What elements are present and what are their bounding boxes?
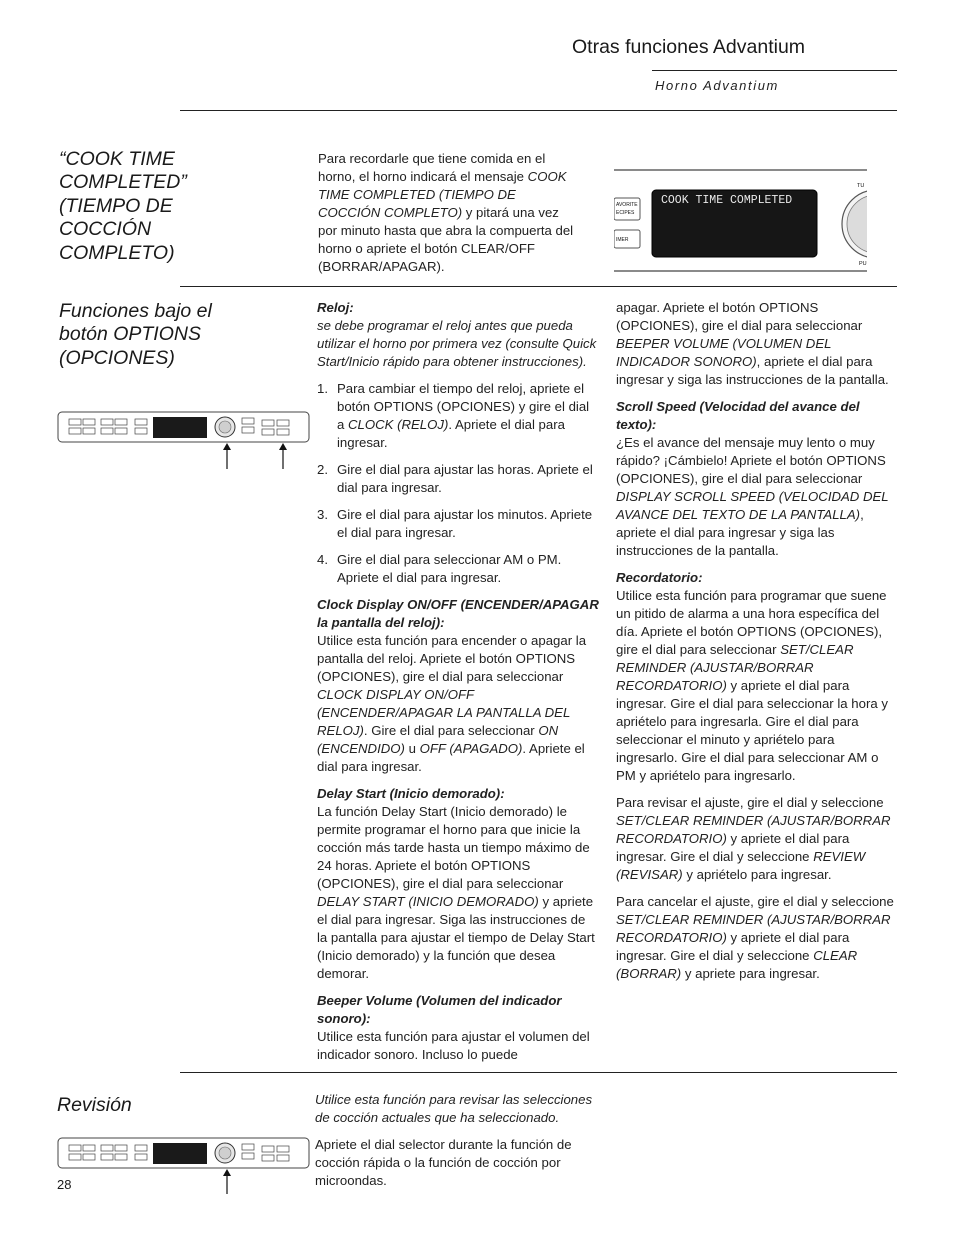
svg-text:ECIPES: ECIPES <box>616 210 635 216</box>
control-panel-illustration <box>57 408 310 470</box>
svg-text:IMER: IMER <box>616 237 629 243</box>
oven-display-illustration <box>614 168 867 273</box>
control-panel-illustration <box>57 1134 310 1196</box>
svg-text:PU: PU <box>859 261 867 267</box>
list-item: 1. Para cambiar el tiempo del reloj, apriete el botón OPTIONS (OPCIONES) y gire el dial a CLOCK (RELOJ). Apriete el dial para ingresar. <box>317 381 590 450</box>
list-item: 3. Gire el dial para ajustar los minutos. Apriete el dial para ingresar. <box>317 507 593 540</box>
section-divider <box>180 1072 897 1073</box>
options-column-2: apagar. Apriete el botón OPTIONS (OPCIONES), gire el dial para seleccionar BEEPER VOLUME (VOLUMEN DEL INDICADOR SONORO), apriete el dial para ingresar y siga las instrucciones de la pantalla. Scroll Speed (Velocidad del avance del texto): ¿Es el avance del mensaje muy lento o muy rápido? ¡Cámbielo! Apriete el botón OPTIONS (OPCIONES), gire el dial para seleccionar DISPLAY SCROLL SPEED (VELOCIDAD DEL AVANCE DEL TEXTO DE LA PANTALLA), apriete el dial para ingresar y siga las instrucciones de la pantalla. Recordatorio: Utilice esta función para programar que suene un pitido de alarma a una hora específica del día. Apriete el botón OPTIONS (OPCIONES), gire el dial para seleccionar SET/CLEAR REMINDER (AJUSTAR/BORRAR RECORDATORIO) y apriete el dial para ingresar. Gire el dial para seleccionar la hora y apriételo para ingresarla. Gire el dial para seleccionar el minuto y apriételo para ingresarlo. Gire el dial para seleccionar AM o PM y apriételo para ingresarlo. Para revisar el ajuste, gire el dial y seleccione SET/CLEAR REMINDER (AJUSTAR/BORRAR RECORDATORIO) y apriete el dial para ingresar. Gire el dial y seleccione REVIEW (REVISAR) y apriételo para ingresar. Para cancelar el ajuste, gire el dial y seleccione SET/CLEAR REMINDER (AJUSTAR/BORRAR RECORDATORIO) y apriete el dial para ingresar. Gire el dial y seleccione CLEAR (BORRAR) y apriete para ingresar. <box>616 300 894 981</box>
options-column-1: Reloj: se debe programar el reloj antes que pueda utilizar el horno por primera vez (consulte Quick Start/Inicio rápido para obtener instrucciones). 1. Para cambiar el tiempo del reloj, apriete el botón OPTIONS (OPCIONES) y gire el dial a CLOCK (RELOJ). Apriete el dial para ingresar. 2. Gire el dial para ajustar las horas. Apriete el dial para ingresar. 3. Gire el dial para ajustar los minutos. Apriete el dial para ingresar. 4. Gire el dial para seleccionar AM o PM. Apriete el dial para ingresar. Clock Display ON/OFF (ENCENDER/APAGAR la pantalla del reloj): Utilice esta función para encender o apagar la pantalla del reloj. Apriete el botón OPTIONS (OPCIONES), gire el dial para seleccionar CLOCK DISPLAY ON/OFF (ENCENDER/APAGAR LA PANTALLA DEL RELOJ). Gire el dial para seleccionar ON (ENCENDIDO) u OFF (APAGADO). Apriete el dial para ingresar. Delay Start (Inicio demorado): La función Delay Start (Inicio demorado) le permite programar el horno para que inicie la cocción más tarde hasta un tiempo máximo de 24 horas. Apriete el botón OPTIONS (OPCIONES), gire el dial para seleccionar DELAY START (INICIO DEMORADO) y apriete el dial para ingresar. Siga las instrucciones de la pantalla para ajustar el tiempo de Delay Start (Inicio demorado) y la función que desea demorar. Beeper Volume (Volumen del indicador sonoro): Utilice esta función para ajustar el volumen del indicador sonoro. Incluso lo puede <box>317 300 599 1062</box>
list-item: 2. Gire el dial para ajustar las horas. Apriete el dial para ingresar. <box>317 462 593 495</box>
svg-text:TU: TU <box>857 183 865 189</box>
section-divider <box>180 286 897 287</box>
clock-steps-list <box>317 380 599 587</box>
section-title-review: Revisión <box>57 1094 132 1116</box>
svg-text:AVORITE: AVORITE <box>616 202 638 208</box>
section-title-cook-time: “COOK TIME COMPLETED” (TIEMPO DE COCCIÓN COMPLETO) <box>59 148 187 264</box>
section-divider <box>180 110 897 111</box>
header-rule <box>652 70 897 71</box>
page-header-title: Otras funciones Advantium <box>572 36 806 58</box>
page-number: 28 <box>57 1177 72 1192</box>
display-message: COOK TIME COMPLETED <box>661 194 793 207</box>
section-title-options: Funciones bajo el botón OPTIONS (OPCIONES) <box>59 300 212 369</box>
list-item: 4. Gire el dial para seleccionar AM o PM. Apriete el dial para ingresar. <box>317 552 562 585</box>
cook-time-paragraph: Para recordarle que tiene comida en el horno, el horno indicará el mensaje COOK TIME COMPLETED (TIEMPO DE COCCIÓN COMPLETO) y pitará una vez por minuto hasta que abra la compuerta del horno o apriete el botón CLEAR/OFF (BORRAR/APAGAR). <box>318 151 574 274</box>
page-header-subtitle: Horno Advantium <box>655 78 779 93</box>
review-text: Utilice esta función para revisar las selecciones de cocción actuales que ha seleccionado. Apriete el dial selector durante la función de cocción rápida o la función de cocción por microondas. <box>315 1092 593 1188</box>
